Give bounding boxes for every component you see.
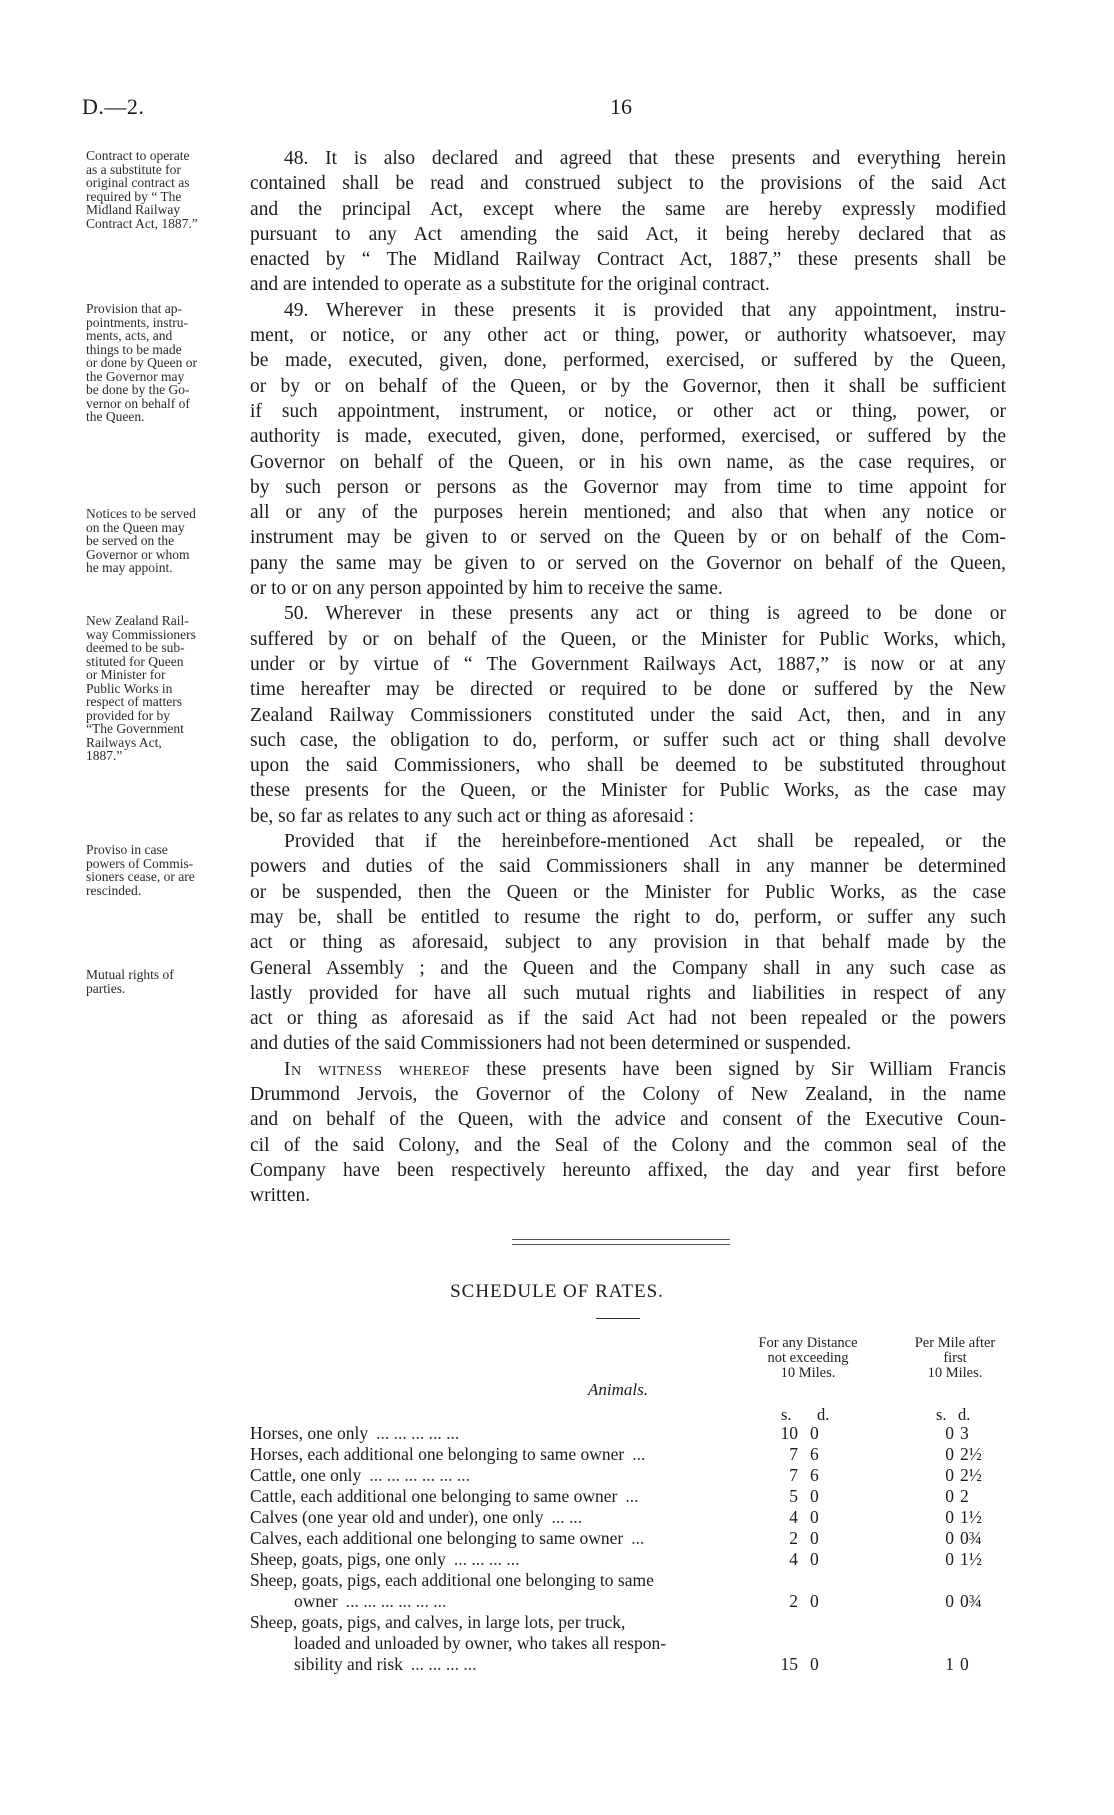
- page-number: 16: [610, 94, 632, 119]
- body-line: powers and duties of the said Commissioners shall in any manner be determined: [250, 856, 1006, 878]
- body-line: contained shall be read and construed subject to the provisions of the said Act: [250, 173, 1006, 195]
- rate-first-10-pence: 0: [810, 1591, 819, 1611]
- rate-description: Cattle, one only ... ... ... ... ... ...: [250, 1465, 470, 1485]
- rate-per-mile-pence: 0: [960, 1654, 969, 1674]
- body-line: these presents for the Queen, or the Minister for Public Works, as the case may: [250, 780, 1006, 802]
- body-line: and duties of the said Commissioners had not been determined or suspended.: [250, 1033, 852, 1055]
- schedule-title: SCHEDULE OF RATES.: [450, 1281, 664, 1302]
- body-line: Governor on behalf of the Queen, or in his own name, as the case requires, or: [250, 451, 1006, 473]
- margin-note-proviso: Proviso in case powers of Commis- sioners cease, or are rescinded.: [86, 842, 195, 898]
- rate-first-10-shillings: 2: [789, 1591, 798, 1611]
- rate-per-mile-shillings: 0: [945, 1507, 954, 1527]
- page-header: [82, 94, 1032, 124]
- rate-per-mile-shillings: 0: [945, 1444, 954, 1464]
- column-header-first-ten-miles: For any Distance not exceeding 10 Miles.: [758, 1335, 858, 1381]
- margin-note-railway-commissioners: New Zealand Rail- way Commissioners deemed to be sub- stituted for Queen or Minister for Public Works in respect of matters provided for by “The Government Railways Act, 1887.”: [86, 613, 196, 763]
- body-line: by such person or persons as the Governor may from time to time appoint for: [250, 476, 1006, 498]
- body-line: pany the same may be given to or served on the Governor on behalf of the Queen,: [250, 552, 1006, 574]
- body-line: all or any of the purposes herein mentioned; and also that when any notice or: [250, 502, 1006, 524]
- in-witness-whereof: In witness whereof: [284, 1058, 471, 1080]
- body-line: Zealand Railway Commissioners constituted under the said Act, then, and in any: [250, 704, 1006, 726]
- rate-description: sibility and risk ... ... ... ...: [294, 1654, 477, 1674]
- unit-pence: d.: [817, 1405, 830, 1424]
- rate-per-mile-pence: 0¾: [960, 1591, 982, 1611]
- rate-per-mile-shillings: 0: [945, 1423, 954, 1443]
- body-line: or by or on behalf of the Queen, or by the Governor, then it shall be sufficient: [250, 375, 1006, 397]
- rate-per-mile-shillings: 0: [945, 1591, 954, 1611]
- rate-per-mile-pence: 1½: [960, 1549, 982, 1569]
- rate-per-mile-pence: 0¾: [960, 1528, 982, 1548]
- body-line: or be suspended, then the Queen or the Minister for Public Works, as the case: [250, 881, 1006, 903]
- rate-first-10-pence: 6: [810, 1444, 819, 1464]
- body-line: be made, executed, given, done, performed, exercised, or suffered by the Queen,: [250, 350, 1006, 372]
- body-line: Company have been respectively hereunto affixed, the day and year first before: [250, 1159, 1006, 1181]
- body-line: be, so far as relates to any such act or thing as aforesaid :: [250, 805, 695, 827]
- rate-description: Sheep, goats, pigs, each additional one belonging to same: [250, 1570, 654, 1590]
- body-line: act or thing as aforesaid as if the said Act had not been repealed or the powers: [250, 1008, 1006, 1030]
- rate-per-mile-shillings: 0: [945, 1528, 954, 1548]
- margin-note-notices: Notices to be served on the Queen may be served on the Governor or whom he may appoint.: [86, 506, 196, 575]
- rate-per-mile-shillings: 0: [945, 1549, 954, 1569]
- margin-note-contract-substitute: Contract to operate as a substitute for original contract as required by “ The Midland Railway Contract Act, 1887.”: [86, 148, 198, 231]
- rate-description: Calves (one year old and under), one only ... ...: [250, 1507, 583, 1527]
- rate-per-mile-pence: 2: [960, 1486, 969, 1506]
- body-line: if such appointment, instrument, or notice, or other act or thing, power, or: [250, 400, 1006, 422]
- body-line: suffered by or on behalf of the Queen, or the Minister for Public Works, which,: [250, 628, 1006, 650]
- document-code: D.—2.: [82, 94, 145, 119]
- body-line: 49. Wherever in these presents it is provided that any appointment, instru-: [284, 299, 1006, 321]
- rate-description: loaded and unloaded by owner, who takes all respon-: [294, 1633, 667, 1653]
- body-line: pursuant to any Act amending the said Act, it being hereby declared that as: [250, 223, 1006, 245]
- rate-description: owner ... ... ... ... ... ...: [294, 1591, 447, 1611]
- rate-first-10-shillings: 2: [789, 1528, 798, 1548]
- body-line: 48. It is also declared and agreed that these presents and everything herein: [284, 148, 1006, 169]
- rate-description: Calves, each additional one belonging to same owner ...: [250, 1528, 645, 1548]
- body-line: or to or on any person appointed by him to receive the same.: [250, 578, 723, 600]
- title-underline: [596, 1318, 640, 1319]
- body-line: and on behalf of the Queen, with the advice and consent of the Executive Coun-: [250, 1109, 1006, 1131]
- body-line: In witness whereof these presents have been signed by Sir William Francis: [284, 1058, 1006, 1080]
- rate-first-10-pence: 6: [810, 1465, 819, 1485]
- leader-dots: ... ... ... ... ... ...: [369, 1465, 470, 1485]
- margin-note-governor-appointments: Provision that ap- pointments, instru- ments, acts, and things to be made or done by Queen or the Governor may be done by the Go- vernor on behalf of the Queen.: [86, 301, 197, 424]
- unit-pence: d.: [958, 1405, 971, 1424]
- leader-dots: ...: [631, 1528, 645, 1548]
- rate-first-10-shillings: 10: [780, 1423, 798, 1443]
- section-divider: [512, 1239, 730, 1245]
- rate-per-mile-shillings: 0: [945, 1486, 954, 1506]
- body-line: 50. Wherever in these presents any act or thing is agreed to be done or: [284, 603, 1006, 625]
- rate-description: Horses, each additional one belonging to same owner ...: [250, 1444, 646, 1464]
- body-text: [250, 146, 1006, 1208]
- rate-first-10-pence: 0: [810, 1507, 819, 1527]
- unit-shillings: s.: [781, 1405, 792, 1424]
- leader-dots: ...: [632, 1444, 646, 1464]
- rate-first-10-shillings: 5: [789, 1486, 798, 1506]
- body-line: such case, the obligation to do, perform, or suffer such act or thing shall devolve: [250, 729, 1006, 751]
- body-line: and are intended to operate as a substitute for the original contract.: [250, 274, 770, 296]
- rate-description: Cattle, each additional one belonging to same owner ...: [250, 1486, 639, 1506]
- body-line: may be, shall be entitled to resume the right to do, perform, or suffer any such: [250, 906, 1006, 928]
- leader-dots: ... ... ... ...: [453, 1549, 520, 1569]
- body-line: upon the said Commissioners, who shall be deemed to be substituted throughout: [250, 755, 1006, 777]
- body-line: enacted by “ The Midland Railway Contract Act, 1887,” these presents shall be: [250, 249, 1006, 271]
- body-line: authority is made, executed, given, done, performed, exercised, or suffered by the: [250, 426, 1006, 448]
- rate-first-10-pence: 0: [810, 1528, 819, 1548]
- rate-description: Sheep, goats, pigs, and calves, in large lots, per truck,: [250, 1612, 626, 1632]
- body-line: under or by virtue of “ The Government Railways Act, 1887,” is now or at any: [250, 653, 1006, 675]
- rate-first-10-shillings: 4: [789, 1507, 798, 1527]
- body-line: Provided that if the hereinbefore-mentioned Act shall be repealed, or the: [284, 831, 1006, 853]
- leader-dots: ... ... ... ... ... ...: [345, 1591, 447, 1611]
- body-line: and the principal Act, except where the same are hereby expressly modified: [250, 198, 1006, 220]
- leader-dots: ... ...: [551, 1507, 583, 1527]
- rate-per-mile-shillings: 1: [945, 1654, 954, 1674]
- rate-per-mile-pence: 2½: [960, 1465, 982, 1485]
- rate-first-10-shillings: 4: [789, 1549, 798, 1569]
- rate-first-10-shillings: 7: [789, 1465, 798, 1485]
- body-line: act or thing as aforesaid, subject to any provision in that behalf made by the: [250, 932, 1006, 954]
- rate-first-10-pence: 0: [810, 1549, 819, 1569]
- rate-per-mile-shillings: 0: [945, 1465, 954, 1485]
- body-line: General Assembly ; and the Queen and the Company shall in any such case as: [250, 957, 1006, 979]
- column-header-per-mile: Per Mile after first 10 Miles.: [914, 1335, 996, 1381]
- rate-first-10-pence: 0: [810, 1423, 819, 1443]
- unit-shillings: s.: [936, 1405, 947, 1424]
- body-line: lastly provided for have all such mutual rights and liabilities in respect of any: [250, 982, 1006, 1004]
- rate-first-10-pence: 0: [810, 1486, 819, 1506]
- rate-first-10-shillings: 7: [789, 1444, 798, 1464]
- rate-first-10-shillings: 15: [780, 1654, 798, 1674]
- leader-dots: ... ... ... ...: [410, 1654, 477, 1674]
- rate-per-mile-pence: 1½: [960, 1507, 982, 1527]
- rate-description: Horses, one only ... ... ... ... ...: [250, 1423, 460, 1443]
- body-line: cil of the said Colony, and the Seal of the Colony and the common seal of the: [250, 1134, 1006, 1156]
- rate-per-mile-pence: 2½: [960, 1444, 982, 1464]
- body-line: Drummond Jervois, the Governor of the Colony of New Zealand, in the name: [250, 1083, 1006, 1105]
- rate-first-10-pence: 0: [810, 1654, 819, 1674]
- subheading-animals: Animals.: [588, 1380, 648, 1399]
- body-line: written.: [250, 1185, 311, 1207]
- leader-dots: ...: [625, 1486, 639, 1506]
- body-line: time hereafter may be directed or required to be done or suffered by the New: [250, 679, 1006, 701]
- rate-per-mile-pence: 3: [960, 1423, 969, 1443]
- body-line: ment, or notice, or any other act or thing, power, or authority whatsoever, may: [250, 325, 1006, 347]
- rate-description: Sheep, goats, pigs, one only ... ... ... ...: [250, 1549, 520, 1569]
- leader-dots: ... ... ... ... ...: [376, 1423, 460, 1443]
- margin-note-mutual-rights: Mutual rights of parties.: [86, 967, 174, 996]
- body-line: instrument may be given to or served on the Queen by or on behalf of the Com-: [250, 527, 1006, 549]
